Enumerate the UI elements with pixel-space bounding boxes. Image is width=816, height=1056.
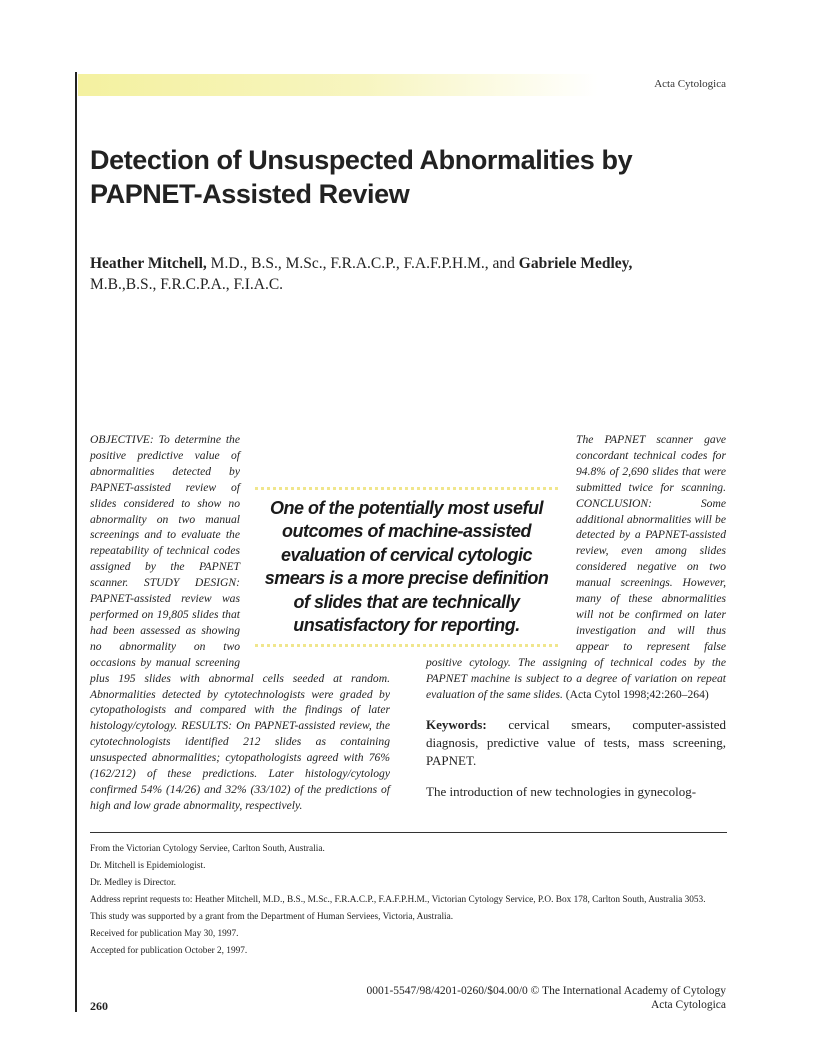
abstract-left-text: OBJECTIVE: To determine the positive predictive value of abnormalities detected by PAPNET-assisted review of slides considered to show no abnormality on two manual screenings and to evaluate the repeatability of technical codes assigned by the PAPNET scanner. STUDY DESIGN: PAPNET-assisted review was performed on 19,805 slides that had been assessed as showing no abnormality on two occasions by manual screening plus 195 slides with abnormal cells seeded at random. Abnormalities detected by cytotechnologists were graded by cytopathologists and compared with the findings of later histology/cytology. RESULTS: On PAPNET-assisted review, the cytotechnologists identified 212 slides as containing unsuspected abnormalities; cytopathologists agreed with 76% (162/212) of these predictions. Later histology/cytology confirmed 54% (14/26) and 32% (33/102) of the predictions of high and low grade abnormality, respectively.	[90, 433, 390, 812]
page-number: 260	[90, 999, 108, 1013]
author-2-degrees: M.B.,B.S., F.R.C.P.A., F.I.A.C.	[90, 276, 284, 293]
footnote-received: Received for publication May 30, 1997.	[90, 929, 239, 939]
footnotes	[90, 843, 727, 962]
footnote-accepted: Accepted for publication October 2, 1997.	[90, 946, 248, 956]
footnote-rule	[90, 832, 727, 833]
author-1-degrees: M.D., B.S., M.Sc., F.R.A.C.P., F.A.F.P.H.M.,	[206, 255, 493, 272]
keywords-text: cervical smears, computer-assisted diagnosis, predictive value of tests, mass screening, PAPNET.	[426, 717, 726, 769]
footnote-affiliation: From the Victorian Cytology Serviee, Carlton South, Australia.	[90, 844, 325, 854]
pull-quote-text: One of the potentially most useful outcomes of machine-assisted evaluation of cervical cytologic smears is a more precise definition of slides that are technically unsatisfactory for reporting.	[264, 497, 549, 635]
intro-text: The introduction of new technologies in gynecolog-	[426, 784, 697, 800]
footnote-reprint-address: Address reprint requests to: Heather Mitchell, M.D., B.S., M.Sc., F.R.A.C.P., F.A.F.P.H.M., Victorian Cytology Service, P.O. Box 178, Carlton South, Australia 3053.	[90, 895, 706, 905]
author-2-name: Gabriele Medley,	[518, 255, 633, 272]
pull-quote	[255, 487, 558, 647]
footnote-medley-role: Dr. Medley is Director.	[90, 878, 176, 888]
keywords	[426, 716, 726, 770]
footnote-mitchell-role: Dr. Mitchell is Epidemiologist.	[90, 861, 206, 871]
author-1-name: Heather Mitchell,	[90, 255, 207, 272]
running-footer-journal: Acta Cytologica	[650, 999, 726, 1011]
copyright-line: 0001-5547/98/4201-0260/$04.00/0 © The International Academy of Cytology	[366, 985, 726, 997]
left-margin-rule	[75, 72, 77, 1012]
header-band	[78, 74, 598, 96]
author-conjunction: and	[492, 255, 519, 272]
keywords-label: Keywords:	[426, 717, 487, 733]
author-line	[90, 253, 730, 295]
running-header-journal: Acta Cytologica	[654, 78, 726, 90]
abstract-citation: (Acta Cytol 1998;42:260–264)	[562, 687, 709, 701]
footnote-funding: This study was supported by a grant from the Department of Human Serviees, Victoria, Australia.	[90, 912, 454, 922]
abstract-right-italic: The PAPNET scanner gave concordant technical codes for 94.8% of 2,690 slides that were submitted twice for scanning. CONCLUSION: Some additional abnormalities will be detected by a PAPNET-assisted review, even among slides considered negative on two manual screenings. However, many of these abnormalities will not be confirmed on later investigation and will thus appear to represent false positive cytology. The assigning of technical codes by the PAPNET machine is subject to a degree of variation on repeat evaluation of the same slides.	[426, 433, 726, 701]
article-title: Detection of Unsuspected Abnormalities by PAPNET-Assisted Review	[90, 145, 633, 209]
